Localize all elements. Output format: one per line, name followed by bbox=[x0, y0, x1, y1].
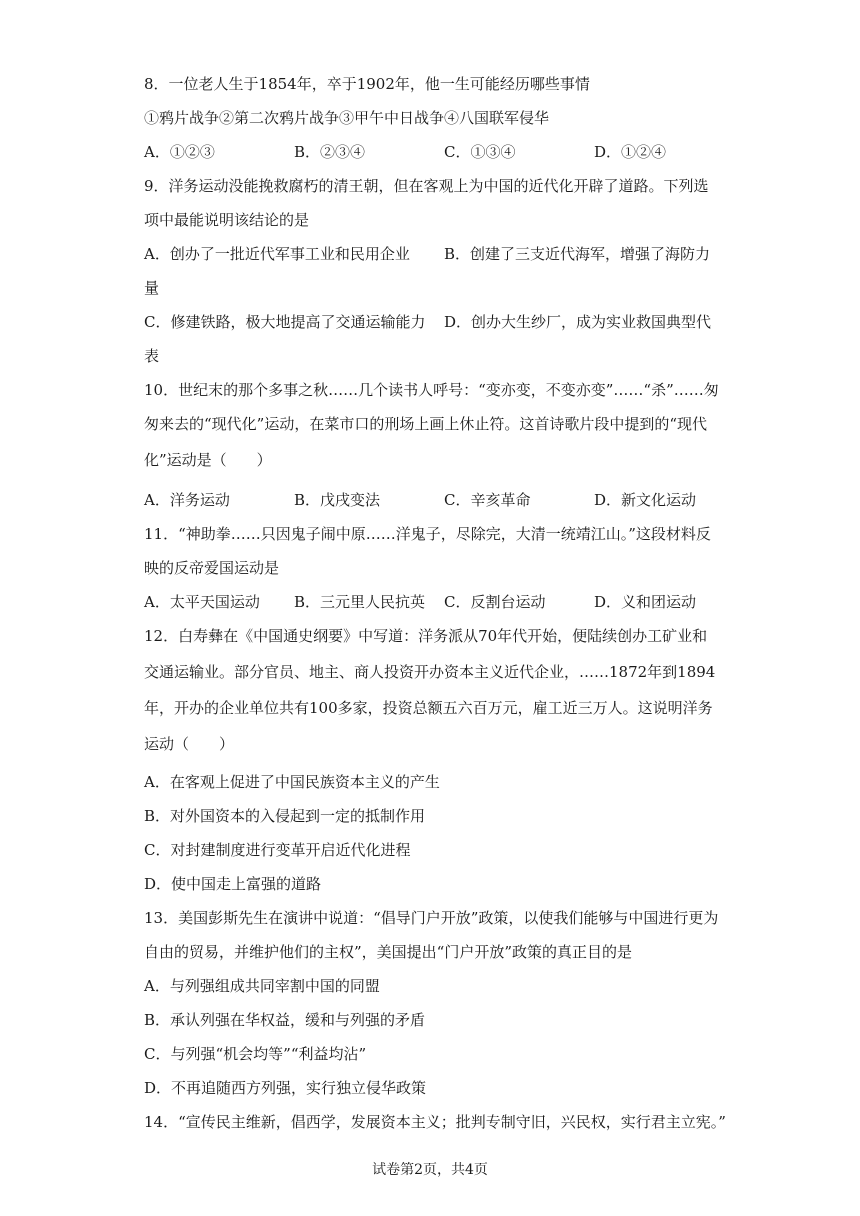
question-10-option-d[interactable]: D．新文化运动 bbox=[594, 491, 697, 509]
question-13-option-b[interactable]: B．承认列强在华权益，缓和与列强的矛盾 bbox=[144, 1011, 426, 1029]
question-11-option-b[interactable]: B．三元里人民抗英 bbox=[294, 593, 426, 611]
question-10-option-c[interactable]: C．辛亥革命 bbox=[444, 491, 531, 509]
question-10-option-b[interactable]: B．戊戌变法 bbox=[294, 491, 381, 509]
question-12-option-d[interactable]: D．使中国走上富强的道路 bbox=[144, 875, 322, 893]
page-footer: 试卷第2页，共4页 bbox=[372, 1162, 488, 1178]
question-12-stem-line-2: 交通运输业。部分官员、地主、商人投资开办资本主义近代企业，……1872年到1894 bbox=[144, 663, 716, 681]
question-12-option-a[interactable]: A．在客观上促进了中国民族资本主义的产生 bbox=[144, 773, 440, 791]
question-11-option-c[interactable]: C．反割台运动 bbox=[444, 593, 546, 611]
question-9-option-d[interactable]: D．创办大生纱厂，成为实业救国典型代 bbox=[444, 313, 712, 331]
question-8-events: ①鸦片战争②第二次鸦片战争③甲午中日战争④八国联军侵华 bbox=[144, 109, 550, 127]
question-12-stem-line-1: 12．白寿彝在《中国通史纲要》中写道：洋务派从70年代开始，便陆续创办工矿业和 bbox=[144, 627, 708, 645]
question-8-option-a[interactable]: A．①②③ bbox=[144, 143, 215, 161]
question-12-stem-line-3: 年，开办的企业单位共有100多家，投资总额五六百万元，雇工近三万人。这说明洋务 bbox=[144, 699, 713, 717]
question-8-option-b[interactable]: B．②③④ bbox=[294, 143, 366, 161]
question-9-stem-line-1: 9．洋务运动没能挽救腐朽的清王朝，但在客观上为中国的近代化开辟了道路。下列选 bbox=[144, 177, 709, 195]
question-9-option-d-wrap: 表 bbox=[144, 347, 160, 365]
question-8-stem: 8．一位老人生于1854年，卒于1902年，他一生可能经历哪些事情 bbox=[144, 75, 590, 93]
question-11-option-d[interactable]: D．义和团运动 bbox=[594, 593, 697, 611]
question-12-stem-line-4: 运动（ ） bbox=[144, 735, 235, 753]
question-9-option-c[interactable]: C．修建铁路，极大地提高了交通运输能力 bbox=[144, 313, 426, 331]
question-9-stem-line-2: 项中最能说明该结论的是 bbox=[144, 211, 310, 229]
question-14-stem-line-1: 14．“宣传民主维新，倡西学，发展资本主义；批判专制守旧，兴民权，实行君主立宪。” bbox=[144, 1113, 726, 1131]
question-10-stem-line-2: 匆来去的“现代化”运动，在菜市口的刑场上画上休止符。这首诗歌片段中提到的“现代 bbox=[144, 415, 708, 433]
question-11-stem-line-1: 11．“神助拳……只因鬼子闹中原……洋鬼子，尽除完，大清一统靖江山。”这段材料反 bbox=[144, 525, 711, 543]
question-10-option-a[interactable]: A．洋务运动 bbox=[144, 491, 230, 509]
question-13-stem-line-1: 13．美国彭斯先生在演讲中说道：“倡导门户开放”政策，以使我们能够与中国进行更为 bbox=[144, 909, 719, 927]
question-12-option-b[interactable]: B．对外国资本的入侵起到一定的抵制作用 bbox=[144, 807, 426, 825]
question-11-option-a[interactable]: A．太平天国运动 bbox=[144, 593, 260, 611]
question-8-option-c[interactable]: C．①③④ bbox=[444, 143, 516, 161]
question-13-option-d[interactable]: D．不再追随西方列强，实行独立侵华政策 bbox=[144, 1079, 427, 1097]
question-10-stem-line-1: 10．世纪末的那个多事之秋……几个读书人呼号：“变亦变，不变亦变”……“杀”……匆 bbox=[144, 381, 719, 399]
question-8-option-d[interactable]: D．①②④ bbox=[594, 143, 667, 161]
question-11-stem-line-2: 映的反帝爱国运动是 bbox=[144, 559, 280, 577]
question-12-option-c[interactable]: C．对封建制度进行变革开启近代化进程 bbox=[144, 841, 411, 859]
question-10-stem-line-3: 化”运动是（ ） bbox=[144, 451, 272, 469]
question-13-option-c[interactable]: C．与列强“机会均等”“利益均沾” bbox=[144, 1045, 367, 1063]
question-9-option-b-wrap: 量 bbox=[144, 279, 160, 297]
question-13-stem-line-2: 自由的贸易，并维护他们的主权”，美国提出“门户开放”政策的真正目的是 bbox=[144, 943, 633, 961]
question-13-option-a[interactable]: A．与列强组成共同宰割中国的同盟 bbox=[144, 977, 380, 995]
question-9-option-b[interactable]: B．创建了三支近代海军，增强了海防力 bbox=[444, 245, 711, 263]
question-9-option-a[interactable]: A．创办了一批近代军事工业和民用企业 bbox=[144, 245, 410, 263]
